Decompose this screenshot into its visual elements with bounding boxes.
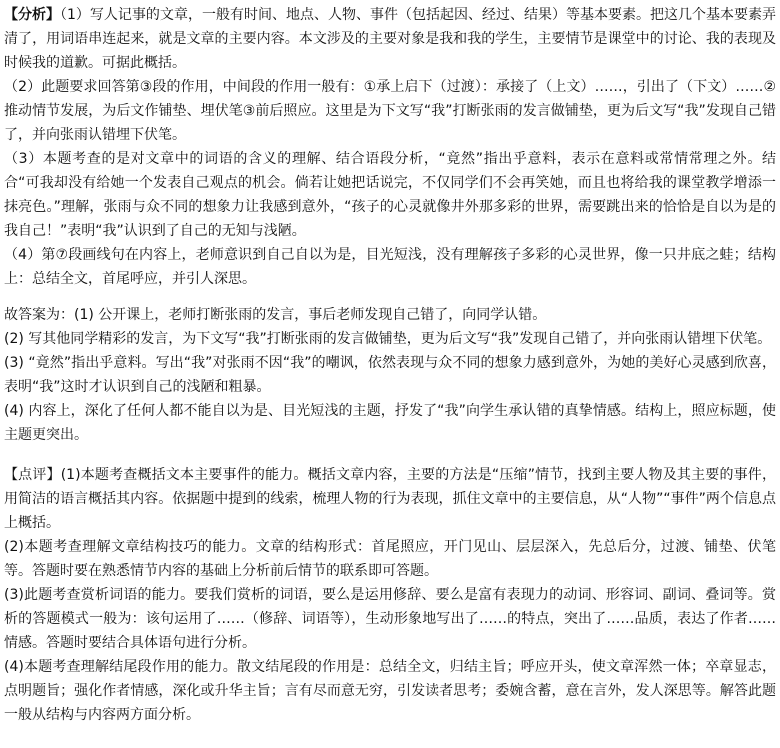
- analysis-tag: 【分析】: [4, 7, 61, 23]
- comment-para-2: (2)本题考查理解文章结构技巧的能力。文章的结构形式：首尾照应，开门见山、层层深入，先总后分，过渡、铺垫、伏笔等。答题时要在熟悉情节内容的基础上分析前后情节的联系即可答题。: [4, 539, 776, 579]
- section-gap: [4, 447, 776, 463]
- section-gap: [4, 291, 776, 303]
- answer-line-1: 故答案为：(1) 公开课上，老师打断张雨的发言，事后老师发现自己错了，向同学认错。: [4, 307, 547, 323]
- comment-para-4: (4)本题考查理解结尾段作用的能力。散文结尾段的作用是：总结全文，归结主旨；呼应开头，使文章浑然一体；卒章显志，点明题旨；强化作者情感，深化或升华主旨；言有尽而意无穷，引发读者思考；委婉含蓄，意在言外，发人深思等。解答此题一般从结构与内容两方面分析。: [4, 659, 776, 723]
- analysis-para-3: （3）本题考查的是对文章中的词语的含义的理解、结合语段分析，“竟然”指出乎意料，表示在意料或常情常理之外。结合“可我却没有给她一个发表自己观点的机会。倘若让她把话说完，不仅同学们不会再笑她，而且也将给我的课堂教学增添一抹亮色。”理解，张雨与众不同的想象力让我感到意外，“孩子的心灵就像井外那多彩的世界，需要跳出来的恰恰是自以为是的我自己！”表明“我”认识到了自己的无知与浅陋。: [4, 151, 776, 239]
- answer-line-4: (4) 内容上，深化了任何人都不能自以为是、目光短浅的主题，抒发了“我”向学生承认错的真挚情感。结构上，照应标题，使主题更突出。: [4, 403, 776, 443]
- analysis-para-4: （4）第⑦段画线句在内容上，老师意识到自己自以为是，目光短浅，没有理解孩子多彩的心灵世界，像一只井底之蛙；结构上：总结全文，首尾呼应，并引人深思。: [4, 247, 776, 287]
- analysis-para-1: [4, 3, 776, 75]
- answer-line-3: (3) “竟然”指出乎意料。写出“我”对张雨不因“我”的嘲讽，依然表现与众不同的想象力感到意外，为她的美好心灵感到欣喜，表明“我”这时才认识到自己的浅陋和粗暴。: [4, 355, 776, 395]
- comment-para-3: (3)此题考查赏析词语的能力。要我们赏析的词语，要么是运用修辞、要么是富有表现力的动词、形容词、副词、叠词等。赏析的答题模式一般为：该句运用了……（修辞、词语等），生动形象地写出了……的特点，突出了……品质，表达了作者……情感。答题时要结合具体语句进行分析。: [4, 587, 776, 651]
- comment-para-1: 【点评】(1)本题考查概括文本主要事件的能力。概括文章内容，主要的方法是“压缩”情节，找到主要人物及其主要的事件，用简洁的语言概括其内容。依据题中提到的线索，梳理人物的行为表现，抓住文章中的主要信息，从“人物”“事件”两个信息点上概括。: [4, 467, 776, 531]
- answer-line-2: (2) 写其他同学精彩的发言，为下文写“我”打断张雨的发言做铺垫，更为后文写“我”发现自己错了，并向张雨认错埋下伏笔。: [4, 331, 772, 347]
- document-body: [4, 3, 776, 727]
- analysis-para-2: （2）此题要求回答第③段的作用，中间段的作用一般有：①承上启下（过渡）：承接了（上文）……，引出了（下文）……②推动情节发展，为后文作铺垫、埋伏笔③前后照应。这里是为下文写“我”打断张雨的发言做铺垫，更为后文写“我”发现自己错了，并向张雨认错埋下伏笔。: [4, 79, 776, 143]
- analysis-text-1: （1）写人记事的文章，一般有时间、地点、人物、事件（包括起因、经过、结果）等基本要素。把这几个基本要素弄清了，用词语串连起来，就是文章的主要内容。本文涉及的主要对象是我和我的学生，主要情节是课堂中的讨论、我的表现及时候我的道歉。可据此概括。: [4, 7, 777, 71]
